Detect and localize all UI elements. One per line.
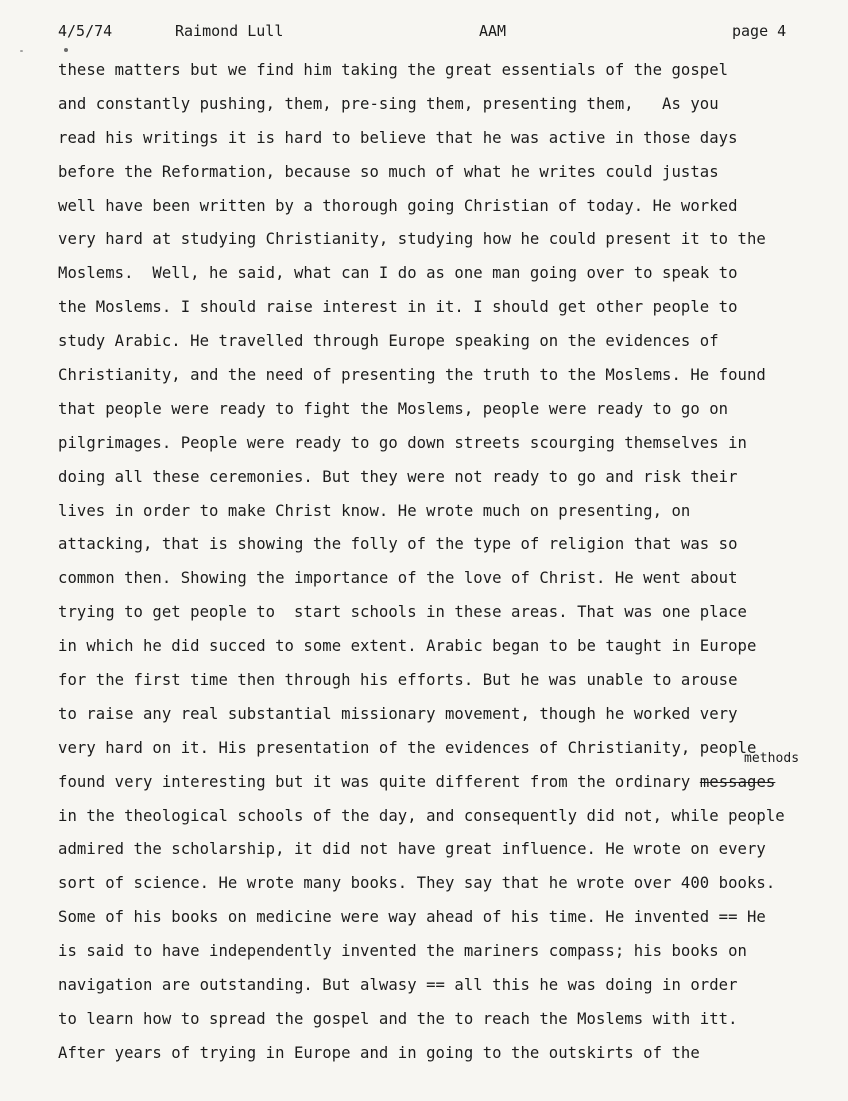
text-line: very hard on it. His presentation of the evidences of Christianity, people [58, 738, 757, 757]
struck-word: messages [699, 772, 776, 791]
text-line: study Arabic. He travelled through Europe speaking on the evidences of [58, 332, 719, 351]
correction-line-text: found very interesting but it was quite different from the ordinary [58, 772, 700, 791]
text-line: in which he did succed to some extent. Arabic began to be taught in Europe [58, 637, 757, 656]
text-line: lives in order to make Christ know. He wrote much on presenting, on [58, 501, 691, 520]
text-line: Christianity, and the need of presenting the truth to the Moslems. He found [58, 366, 766, 385]
text-line: before the Reformation, because so much of what he writes could justas [58, 162, 719, 181]
corrected-text-line [58, 750, 848, 800]
text-line: for the first time then through his efforts. But he was unable to arouse [58, 671, 738, 690]
text-line: sort of science. He wrote many books. They say that he wrote over 400 books. [58, 874, 776, 893]
text-line: pilgrimages. People were ready to go down streets scourging themselves in [58, 433, 747, 452]
text-line: doing all these ceremonies. But they were not ready to go and risk their [58, 467, 738, 486]
text-line: common then. Showing the importance of the love of Christ. He went about [58, 569, 738, 588]
header-author: Raimond Lull [175, 22, 284, 40]
header-date: 4/5/74 [58, 22, 113, 40]
header-page-number: page 4 [732, 22, 787, 40]
text-line: is said to have independently invented the mariners compass; his books on [58, 942, 747, 961]
text-line: attacking, that is showing the folly of the type of religion that was so [58, 535, 738, 554]
text-line: After years of trying in Europe and in going to the outskirts of the [58, 1043, 700, 1062]
text-line: these matters but we find him taking the great essentials of the gospel [58, 61, 729, 79]
text-line: navigation are outstanding. But alwasy == all this he was doing in order [58, 976, 738, 995]
text-line: the Moslems. I should raise interest in it. I should get other people to [58, 298, 738, 317]
text-line: to raise any real substantial missionary movement, though he worked very [58, 704, 738, 723]
text-line: Moslems. Well, he said, what can I do as one man going over to speak to [58, 264, 738, 283]
text-line: to learn how to spread the gospel and the to reach the Moslems with itt. [58, 1009, 738, 1028]
text-line: Some of his books on medicine were way ahead of his time. He invented == He [58, 908, 766, 927]
body-text [58, 54, 848, 1071]
page-header [0, 22, 848, 44]
text-line: admired the scholarship, it did not have great influence. He wrote on every [58, 840, 766, 859]
inserted-correction: methods [744, 750, 800, 766]
text-line: that people were ready to fight the Moslems, people were ready to go on [58, 399, 729, 418]
text-line: trying to get people to start schools in these areas. That was one place [58, 603, 747, 622]
scan-speck [64, 48, 68, 52]
text-line: and constantly pushing, them, pre-sing them, presenting them, As you [58, 94, 719, 113]
text-line: well have been written by a thorough going Christian of today. He worked [58, 196, 738, 215]
text-line: very hard at studying Christianity, studying how he could present it to the [58, 230, 766, 249]
header-code: AAM [479, 22, 507, 40]
scan-speck [20, 50, 23, 52]
text-line: read his writings it is hard to believe that he was active in those days [58, 128, 738, 147]
text-line: in the theological schools of the day, and consequently did not, while people [58, 806, 785, 825]
